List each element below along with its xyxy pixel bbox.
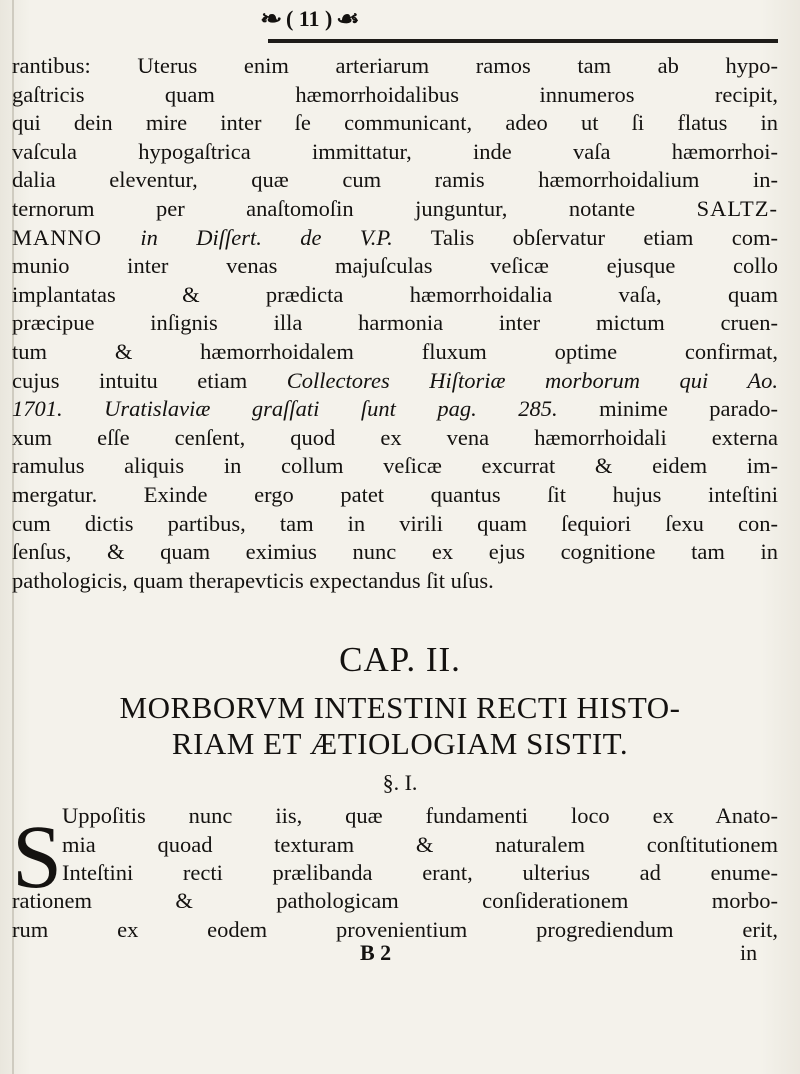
text-line: ſenſus, & quam eximius nunc ex ejus cognitione tam in <box>12 539 778 565</box>
left-ornament: ❧ <box>260 6 283 31</box>
right-ornament: ☙ <box>335 6 360 31</box>
chapter-title: MORBORVM INTESTINI RECTI HISTO- RIAM ET ÆTIOLOGIAM SISTIT. <box>119 690 681 761</box>
text-line: tum & hæmorrhoidalem fluxum optime confirmat, <box>12 338 778 364</box>
text-line: xum eſſe cenſent, quod ex vena hæmorrhoidali externa <box>12 424 778 450</box>
text-line: ternorum per anaſtomoſin junguntur, notante SALTZ- <box>12 195 778 221</box>
catchword: in <box>740 940 758 965</box>
author-saltzmann: SALTZ- <box>696 195 778 221</box>
text-line: implantatas & prædicta hæmorrhoidalia vaſa, quam <box>12 281 778 307</box>
chapter-heading: CAP. II. <box>339 640 461 679</box>
text-line: rantibus: Uterus enim arteriarum ramos tam ab hypo- <box>12 53 778 78</box>
text-line: mia quoad texturam & naturalem conſtitutionem <box>62 831 778 857</box>
citation: Collectores Hiſtoriæ morborum qui Ao. <box>286 367 779 393</box>
body-text <box>12 52 778 595</box>
text-line: rum ex eodem provenientium progrediendum erit, <box>12 916 778 942</box>
text-line: MANNO in Diſſert. de V.P. Talis obſervatur etiam com- <box>12 224 778 250</box>
page-number: ( 11 ) <box>285 6 333 31</box>
text-line: ramulus aliquis in collum veſicæ excurrat & eidem im- <box>12 453 778 479</box>
text-line: gaſtricis quam hæmorrhoidalibus innumeros recipit, <box>12 81 778 107</box>
drop-cap: S <box>12 808 63 907</box>
text-line: vaſcula hypogaſtrica immittatur, inde vaſa hæmorrhoi- <box>12 138 778 164</box>
running-header <box>262 6 562 36</box>
text-line: Inteſtini recti prælibanda erant, ulterius ad enume- <box>62 860 778 886</box>
text-line: 1701. Uratislaviæ graſſati ſunt pag. 285. minime parado- <box>12 396 778 422</box>
text-line: qui dein mire inter ſe communicant, adeo ut ſi flatus in <box>12 110 778 136</box>
text-line: præcipue inſignis illa harmonia inter mictum cruen- <box>12 310 778 336</box>
text-line: pathologicis, quam therapevticis expectandus ſit uſus. <box>12 567 494 593</box>
signature-mark: B 2 <box>360 940 392 965</box>
section-mark: §. I. <box>382 770 418 795</box>
text-line: Uppoſitis nunc iis, quæ fundamenti loco ex Anato- <box>62 803 778 828</box>
text-line: mergatur. Exinde ergo patet quantus ſit hujus inteſtini <box>12 481 778 507</box>
text-line: cum dictis partibus, tam in virili quam ſequiori ſexu con- <box>12 510 778 536</box>
citation: 1701. Uratislaviæ graſſati ſunt pag. 285. <box>12 396 558 422</box>
header-rule <box>268 39 778 43</box>
citation: in Diſſert. de V.P. <box>140 224 393 250</box>
text-line: cujus intuitu etiam Collectores Hiſtoriæ morborum qui Ao. <box>12 367 779 393</box>
paragraph-indented <box>62 802 778 888</box>
text-line: munio inter venas majuſculas veſicæ ejusque collo <box>12 253 778 279</box>
text-line: rationem & pathologicam conſiderationem morbo- <box>12 888 778 913</box>
paragraph-continued <box>12 887 778 944</box>
text-line: dalia eleventur, quæ cum ramis hæmorrhoidalium in- <box>12 167 778 193</box>
